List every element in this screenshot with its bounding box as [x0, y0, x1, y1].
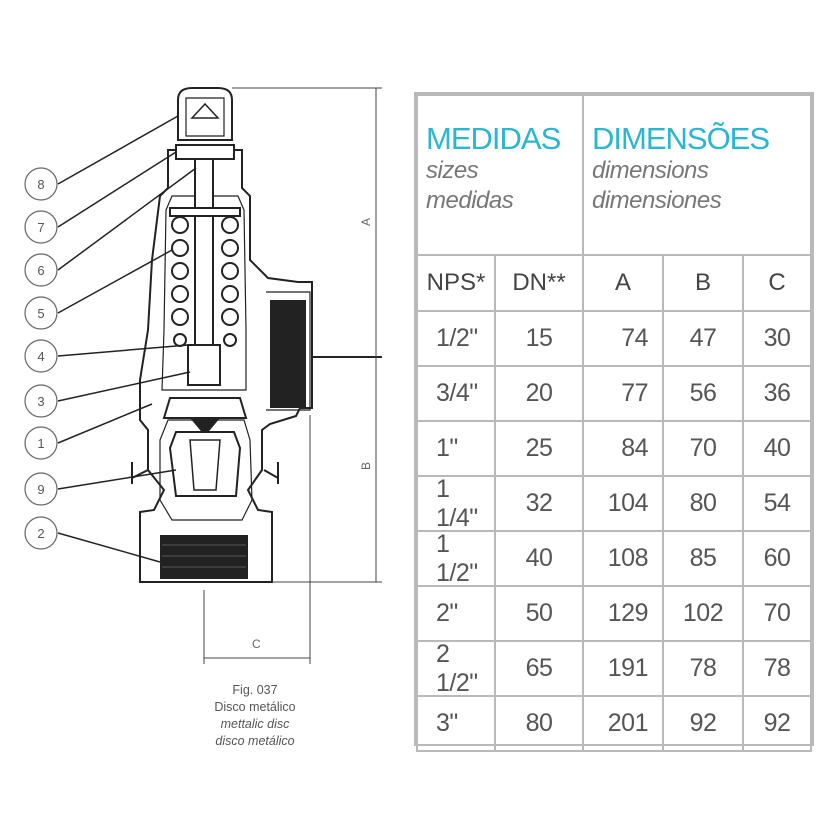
outlet-thread — [270, 300, 306, 408]
table-cell-c: 92 — [742, 695, 812, 752]
caption-en: mettalic disc — [220, 717, 290, 731]
caption-pt: Disco metálico — [214, 700, 296, 714]
table-cell-a: 191 — [582, 640, 664, 697]
callout-label-5: 5 — [37, 306, 45, 321]
callout-leader-3 — [58, 372, 190, 401]
dimensions-table — [414, 92, 814, 746]
callout-leader-9 — [58, 470, 176, 489]
table-cell-nps: 2 1/2" — [416, 640, 496, 697]
table-cell-b: 85 — [662, 530, 744, 587]
table-cell-c: 70 — [742, 585, 812, 642]
table-cell-c: 40 — [742, 420, 812, 477]
callout-leader-5 — [58, 250, 172, 313]
column-header-a: A — [582, 254, 664, 312]
table-cell-a: 108 — [582, 530, 664, 587]
header-sizes-sub-en: sizes — [426, 157, 479, 184]
table-cell-c: 30 — [742, 310, 812, 367]
column-header-b: B — [662, 254, 744, 312]
caption-es: disco metálico — [215, 734, 295, 748]
column-header-nps: NPS* — [416, 254, 496, 312]
header-sizes-title: MEDIDAS — [426, 121, 561, 156]
dimension-label-a: A — [359, 217, 373, 226]
table-cell-a: 129 — [582, 585, 664, 642]
table-cell-nps: 1/2" — [416, 310, 496, 367]
callouts — [25, 116, 196, 562]
table-cell-b: 56 — [662, 365, 744, 422]
table-cell-dn: 65 — [494, 640, 584, 697]
column-header-dn: DN** — [494, 254, 584, 312]
header-sizes — [416, 94, 584, 256]
table-cell-b: 92 — [662, 695, 744, 752]
table-cell-nps: 1 1/4" — [416, 475, 496, 532]
table-cell-a: 104 — [582, 475, 664, 532]
inlet-thread — [160, 535, 248, 579]
table-cell-c: 78 — [742, 640, 812, 697]
figure-number: Fig. 037 — [232, 683, 278, 697]
header-dimensions — [582, 94, 812, 256]
callout-leader-2 — [58, 533, 160, 562]
table-cell-nps: 1" — [416, 420, 496, 477]
table-cell-dn: 20 — [494, 365, 584, 422]
header-dimensions-sub-en: dimensions — [592, 157, 709, 184]
callout-leader-1 — [58, 404, 152, 443]
table-cell-c: 54 — [742, 475, 812, 532]
table-cell-a: 201 — [582, 695, 664, 752]
table-cell-dn: 25 — [494, 420, 584, 477]
callout-label-6: 6 — [37, 263, 45, 278]
header-dimensions-title: DIMENSÕES — [592, 121, 770, 156]
table-cell-b: 70 — [662, 420, 744, 477]
callout-label-1: 1 — [37, 436, 45, 451]
callout-leader-8 — [58, 116, 178, 184]
column-header-c: C — [742, 254, 812, 312]
table-cell-b: 102 — [662, 585, 744, 642]
valve-stem — [195, 145, 213, 345]
header-dimensions-sub-es: dimensiones — [592, 187, 722, 214]
table-cell-b: 78 — [662, 640, 744, 697]
table-cell-b: 47 — [662, 310, 744, 367]
adjusting-nut — [176, 145, 234, 159]
table-cell-c: 60 — [742, 530, 812, 587]
callout-label-4: 4 — [37, 349, 45, 364]
table-cell-b: 80 — [662, 475, 744, 532]
callout-label-2: 2 — [37, 526, 45, 541]
figure-caption — [190, 682, 320, 750]
callout-label-9: 9 — [37, 482, 45, 497]
table-cell-dn: 40 — [494, 530, 584, 587]
dimension-label-b: B — [359, 461, 373, 470]
callout-label-7: 7 — [37, 220, 45, 235]
table-cell-c: 36 — [742, 365, 812, 422]
dimension-label-c: C — [252, 637, 261, 651]
table-cell-nps: 2" — [416, 585, 496, 642]
callout-label-3: 3 — [37, 394, 45, 409]
metallic-disc — [164, 398, 246, 418]
table-cell-nps: 3/4" — [416, 365, 496, 422]
table-cell-nps: 1 1/2" — [416, 530, 496, 587]
callout-label-8: 8 — [37, 177, 45, 192]
table-cell-dn: 15 — [494, 310, 584, 367]
table-cell-dn: 50 — [494, 585, 584, 642]
table-cell-nps: 3" — [416, 695, 496, 752]
table-cell-a: 74 — [582, 310, 664, 367]
table-cell-a: 84 — [582, 420, 664, 477]
table-cell-a: 77 — [582, 365, 664, 422]
table-cell-dn: 80 — [494, 695, 584, 752]
header-sizes-sub-es: medidas — [426, 187, 514, 214]
callout-leader-4 — [58, 345, 188, 356]
table-cell-dn: 32 — [494, 475, 584, 532]
